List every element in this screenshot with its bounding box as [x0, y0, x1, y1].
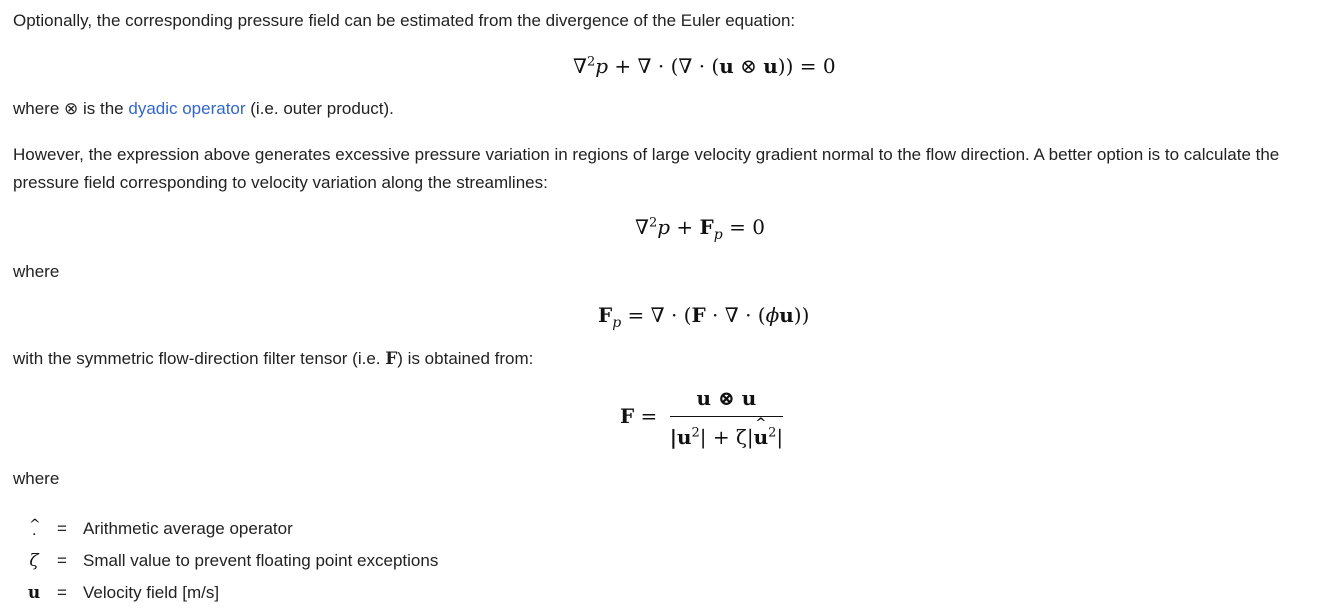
symbol-row: [0, 547, 500, 575]
equals-sign: =: [634, 404, 664, 428]
subscript: p: [713, 227, 723, 243]
equation-text: +: [670, 215, 700, 239]
nabla-symbol: ∇: [573, 54, 587, 78]
superscript: 2: [586, 54, 596, 70]
dyadic-operator-link[interactable]: dyadic operator: [128, 99, 246, 118]
equation-text: = ∇ · (: [621, 303, 692, 327]
closing-parens: )): [793, 303, 810, 327]
denominator-text: |: [776, 425, 784, 449]
hat-operator-symbol: [22, 515, 46, 544]
phi-variable: ϕ: [765, 303, 780, 327]
paragraph-text: with the symmetric flow-direction filter tensor (i.e.: [13, 349, 386, 368]
equals-sign: =: [57, 551, 67, 570]
symbol-description: Velocity field [m/s]: [83, 583, 220, 602]
otimes-operator: ⊗: [733, 54, 764, 78]
subscript: p: [612, 315, 622, 331]
equation-rhs: = 0: [793, 54, 836, 78]
intro-paragraph: Optionally, the corresponding pressure field can be estimated from the divergence of the Euler equation:: [13, 11, 796, 30]
force-vector: F: [699, 215, 714, 239]
fraction-numerator: u ⊗ u: [670, 384, 783, 417]
averaged-velocity: ^ u: [754, 423, 769, 451]
filter-paragraph: [13, 345, 533, 373]
filter-tensor: F: [620, 404, 635, 428]
velocity-vector: u: [763, 54, 778, 78]
symbol-row: [0, 579, 500, 607]
equals-sign: =: [57, 583, 67, 602]
equation-rhs: = 0: [722, 215, 765, 239]
velocity-vector: u: [719, 54, 734, 78]
velocity-symbol: u: [27, 583, 41, 603]
fraction-denominator: [670, 417, 783, 451]
velocity-vector: u: [779, 303, 794, 327]
hat-icon: [29, 515, 39, 535]
superscript: 2: [691, 425, 700, 441]
where-label-2: where: [13, 469, 60, 488]
filter-tensor: F: [691, 303, 706, 327]
equals-sign: =: [57, 519, 67, 538]
superscript: 2: [648, 215, 658, 231]
force-vector: F: [598, 303, 613, 327]
denominator-text: |u: [669, 425, 692, 449]
euler-divergence-equation: [573, 52, 836, 80]
filter-tensor-equation: [620, 384, 783, 451]
denominator-text: | + ζ|: [699, 425, 754, 449]
pressure-variable: p: [595, 54, 609, 78]
closing-parens: )): [777, 54, 794, 78]
paragraph-text: where ⊗ is the: [13, 99, 129, 118]
however-paragraph: However, the expression above generates excessive pressure variation in regions of large velocity gradient normal to the flow direction. A better option is to calculate the pressure field corresponding to velocity variation along the streamlines:: [13, 145, 1280, 192]
equation-text: · ∇ · (: [705, 303, 766, 327]
zeta-symbol: ζ: [29, 551, 39, 571]
paragraph-text: ) is obtained from:: [397, 349, 534, 368]
pressure-variable: p: [657, 215, 671, 239]
dyadic-paragraph: [13, 95, 394, 123]
symbol-description: Arithmetic average operator: [83, 519, 293, 538]
pressure-poisson-equation: [635, 213, 765, 241]
force-definition-equation: [598, 301, 809, 329]
symbol-description: Small value to prevent floating point exceptions: [83, 551, 439, 570]
filter-symbol: F: [385, 349, 398, 369]
equation-text: + ∇ · (∇ · (: [608, 54, 720, 78]
superscript: 2: [768, 425, 777, 441]
symbol-row: [0, 515, 500, 543]
fraction: [670, 384, 783, 451]
nabla-symbol: ∇: [635, 215, 649, 239]
where-label: where: [13, 262, 60, 281]
paragraph-text: (i.e. outer product).: [245, 99, 394, 118]
